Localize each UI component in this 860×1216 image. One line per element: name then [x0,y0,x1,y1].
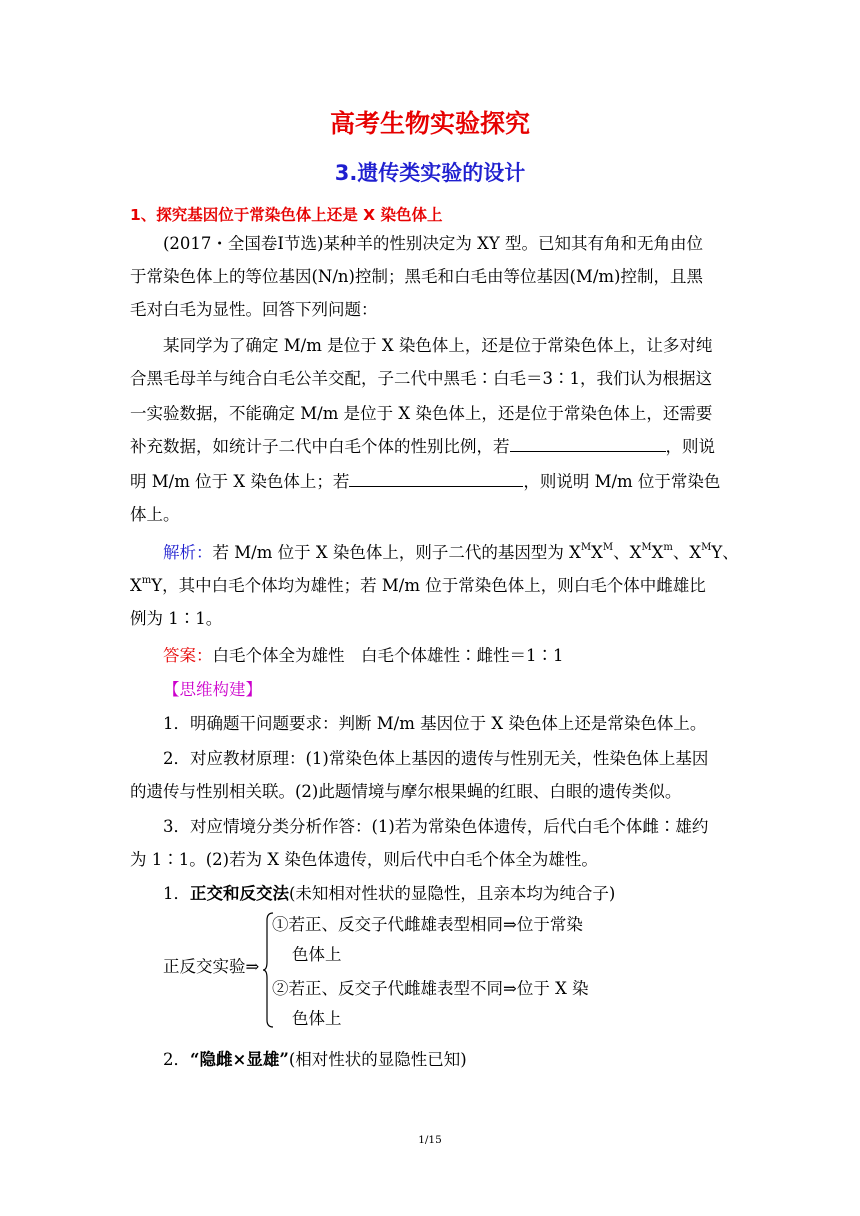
analysis-label: 解析： [163,543,213,562]
analysis-text-2: ，其中白毛个体均为雄性；若 M/m 位于常染色体上，则白毛个体中雌雄比 [162,576,706,595]
question-line-1: (2017・全国卷Ⅰ节选)某种羊的性别决定为 XY 型。已知其有角和无角由位 [163,234,704,253]
gene-Y: Y [151,576,163,595]
page-title: 高考生物实验探究 [329,109,530,138]
method-2-note: (相对性状的显隐性已知) [288,1050,467,1069]
method-1-label: 正反交实验⇒ [163,957,260,976]
page-subtitle: 3.遗传类实验的设计 [334,161,526,185]
analysis-line-2 [130,570,730,602]
gene-X: X [629,543,642,562]
question-line-9: 体上。 [130,505,180,524]
sep-2: 、 [672,543,690,562]
question-line-4: 某同学为了确定 M/m 是位于 X 染色体上，还是位于常染色体上，让多对纯 [163,336,713,355]
analysis-line-1 [163,537,763,569]
question-line-7b: ，则说 [665,437,715,456]
section-heading: 1、探究基因位于常染色体上还是 X 染色体上 [130,206,443,224]
sup-M-1: M [580,542,592,553]
gene-X: X [651,543,664,562]
method-1-case-1b: 色体上 [292,945,342,964]
answer-label: 答案： [163,646,213,665]
sup-M-4: M [701,542,712,553]
question-line-8b: ，则说明 M/m 位于常染色 [523,472,721,491]
sup-m-2: m [141,575,152,586]
method-2-number: 2． [163,1050,190,1069]
question-line-7 [130,431,730,463]
method-2-heading [163,1044,763,1076]
thinking-heading: 【思维构建】 [163,680,262,699]
gene-Y: Y [711,543,723,562]
method-2-name: “隐雌×显雄” [190,1050,289,1069]
question-line-8a: 明 M/m 位于 X 染色体上；若 [130,472,350,491]
method-1-case-2a: ②若正、反交子代雌雄表型不同⇒位于 X 染 [272,979,589,998]
thinking-item-1: 1．明确题干问题要求：判断 M/m 基因位于 X 染色体上还是常染色体上。 [163,714,707,733]
analysis-line-3: 例为 1∶1。 [130,609,223,628]
sup-M-2: M [602,542,614,553]
method-1-number: 1． [163,884,190,903]
thinking-item-2a: 2．对应教材原理：(1)常染色体上基因的遗传与性别无关，性染色体上基因 [163,749,709,768]
analysis-text-1: 若 M/m 位于 X 染色体上，则子二代的基因型为 X [212,543,581,562]
method-1-name: 正交和反交法 [190,884,289,903]
sep-1: 、 [613,543,630,562]
question-line-8 [130,466,730,498]
question-line-7a: 补充数据，如统计子二代中白毛个体的性别比例，若 [130,437,510,456]
answer-text: 白毛个体全为雄性 白毛个体雄性∶雌性＝1∶1 [212,646,564,665]
thinking-item-3b: 为 1∶1。(2)若为 X 染色体遗传，则后代中白毛个体全为雄性。 [130,850,598,869]
gene-X: X [689,543,702,562]
question-line-6: 一实验数据，不能确定 M/m 是位于 X 染色体上，还是位于常染色体上，还需要 [130,404,713,423]
sup-m-1: m [663,542,673,553]
answer-blank-2 [349,468,523,487]
thinking-item-3a: 3．对应情境分类分析作答：(1)若为常染色体遗传，后代白毛个体雌∶雄约 [163,817,709,836]
question-line-2: 于常染色体上的等位基因(N/n)控制；黑毛和白毛由等位基因(M/m)控制，且黑 [130,267,703,286]
sep-3: 、 [722,543,739,562]
question-line-5: 合黑毛母羊与纯合白毛公羊交配，子二代中黑毛∶白毛＝3∶1，我们认为根据这 [130,369,712,388]
method-1-heading [163,878,763,910]
question-line-3: 毛对白毛为显性。回答下列问题： [130,300,378,319]
page-number: 1/15 [418,1134,442,1146]
answer-line [163,640,763,672]
gene-X: X [130,576,142,595]
answer-blank-1 [510,433,666,452]
method-1-case-1a: ①若正、反交子代雌雄表型相同⇒位于常染 [272,915,583,934]
thinking-item-2b: 的遗传与性别相关联。(2)此题情境与摩尔根果蝇的红眼、白眼的遗传类似。 [130,782,682,801]
sup-M-3: M [641,542,652,553]
method-1-case-2b: 色体上 [292,1009,342,1028]
gene-X: X [591,543,603,562]
method-1-note: (未知相对性状的显隐性，且亲本均为纯合子) [289,884,616,903]
